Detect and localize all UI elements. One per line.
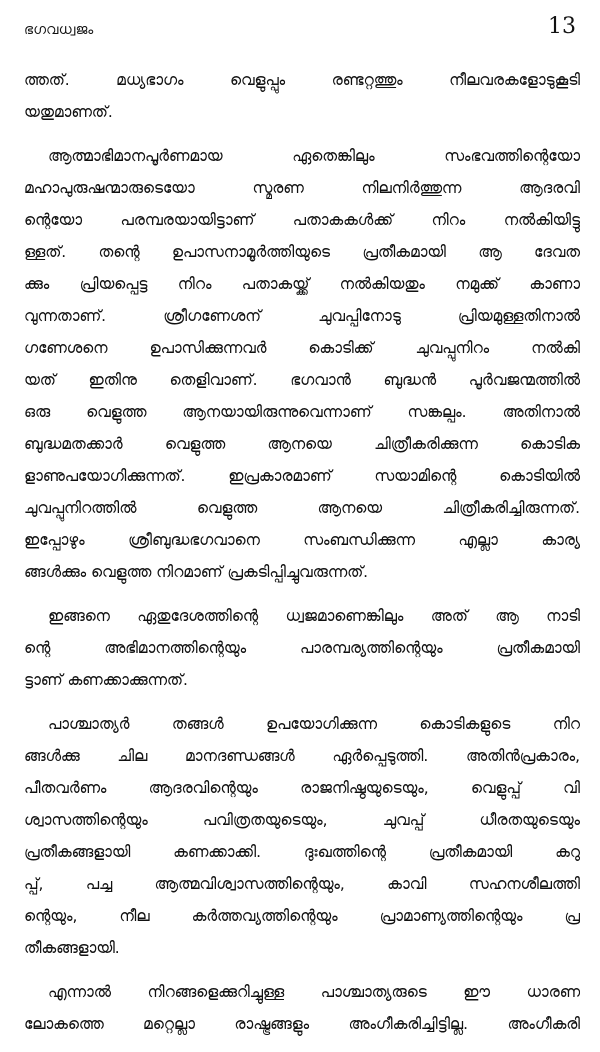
text-line: പ്രതീകങ്ങളായി കണക്കാക്കി. ദുഃഖത്തിന്റെ പ്രതീകമായി കറു (24, 843, 580, 861)
text-line: ളാണുപയോഗിക്കുന്നത്. ഇപ്രകാരമാണ് സയാമിന്റെ കൊടിയിൽ (24, 467, 580, 485)
text-line: ള്ളത്. തന്റെ ഉപാസനാമൂർത്തിയുടെ പ്രതീകമായി ആ ദേവത (24, 243, 580, 261)
text-line: ങ്ങൾക്കും വെളുത്ത നിറമാണ് പ്രകടിപ്പിച്ചുവരുന്നത്. (24, 563, 369, 581)
text-line: തീകങ്ങളായി. (24, 939, 120, 957)
text-line: ഗണേശനെ ഉപാസിക്കുന്നവർ കൊടിക്ക് ചുവപ്പുനിറം നൽകി (24, 339, 580, 357)
text-line: ന്റെ അഭിമാനത്തിന്റെയും പാരമ്പര്യത്തിന്റെയും പ്രതീകമായി (24, 639, 580, 657)
running-title: ഭഗവധ്വജം (24, 22, 94, 38)
text-line: പീതവർണം ആദരവിന്റെയും രാജനിഷ്ഠയുടെയും, വെളുപ്പ് വി (24, 779, 580, 797)
paragraph (24, 64, 580, 128)
text-line: ങ്ങൾക്കു ചില മാനദണ്ഡങ്ങൾ ഏർപ്പെടുത്തി. അതിൻപ്രകാരം, (24, 747, 580, 765)
text-line: യതുമാണത്. (24, 103, 113, 121)
text-line: യത് ഇതിനു തെളിവാണ്. ഭഗവാൻ ബുദ്ധൻ പൂർവജന്മത്തിൽ (24, 371, 580, 389)
text-line: ആത്മാഭിമാനപൂർണമായ ഏതെങ്കിലും സംഭവത്തിന്റെയോ (48, 147, 580, 165)
text-line: ചുവപ്പുനിറത്തിൽ വെളുത്ത ആനയെ ചിത്രീകരിച്ചിരുന്നത്. (24, 499, 580, 517)
paragraph (24, 140, 580, 588)
text-line: എന്നാൽ നിറങ്ങളെക്കുറിച്ചുള്ള പാശ്ചാത്യരുടെ ഈ ധാരണ (48, 983, 580, 1001)
text-line: ക്കും പ്രിയപ്പെട്ട നിറം പതാകയ്ക്ക് നൽകിയതും നമുക്ക് കാണാ (24, 275, 580, 293)
paragraph (24, 976, 580, 1040)
text-line: ത്തത്. മധ്യഭാഗം വെളുപ്പും രണ്ടറ്റത്തും നീലവരകളോടുകൂടി (24, 71, 580, 89)
text-line: ഇപ്പോഴും ശ്രീബുദ്ധഭഗവാനെ സംബന്ധിക്കുന്ന എല്ലാ കാര്യ (24, 531, 580, 549)
text-line: വുന്നതാണ്. ശ്രീഗണേശന് ചുവപ്പിനോടു പ്രിയമുള്ളതിനാൽ (24, 307, 580, 325)
text-line: മഹാപുരുഷന്മാരുടെയോ സ്മരണ നിലനിർത്തുന്ന ആദരവി (24, 179, 580, 197)
text-line: ഒരു വെളുത്ത ആനയായിരുന്നുവെന്നാണ് സങ്കല്പം. അതിനാൽ (24, 403, 580, 421)
text-line: പാശ്ചാത്യർ തങ്ങൾ ഉപയോഗിക്കുന്ന കൊടികളുടെ നിറ (48, 715, 580, 733)
text-line: ശ്വാസത്തിന്റെയും പവിത്രതയുടെയും, ചുവപ്പ് ധീരതയുടെയും (24, 811, 580, 829)
paragraph (24, 600, 580, 696)
text-line: ഇങ്ങനെ ഏതുദേശത്തിന്റെ ധ്വജമാണെങ്കിലും അത് ആ നാടി (48, 607, 580, 625)
paragraph (24, 708, 580, 964)
text-line: ബുദ്ധമതക്കാർ വെളുത്ത ആനയെ ചിത്രീകരിക്കുന്ന കൊടിക (24, 435, 580, 453)
text-line: ന്റെയും, നീല കർത്തവ്യത്തിന്റെയും പ്രാമാണ്യത്തിന്റെയും പ്ര (24, 907, 580, 925)
text-line: ലോകത്തെ മറ്റെല്ലാ രാഷ്ട്രങ്ങളും അംഗീകരിച്ചിട്ടില്ല. അംഗീകരി (24, 1015, 580, 1033)
text-line: ട്ടാണ് കണക്കാക്കുന്നത്. (24, 671, 188, 689)
text-line: ന്റെയോ പരമ്പരയായിട്ടാണ് പതാകകൾക്ക് നിറം നൽകിയിട്ടു (24, 211, 580, 229)
page-number: 13 (548, 14, 576, 39)
text-line: പ്പ്, പച്ച ആത്മവിശ്വാസത്തിന്റെയും, കാവി സഹനശീലത്തി (24, 875, 580, 893)
body-text (24, 64, 580, 1052)
